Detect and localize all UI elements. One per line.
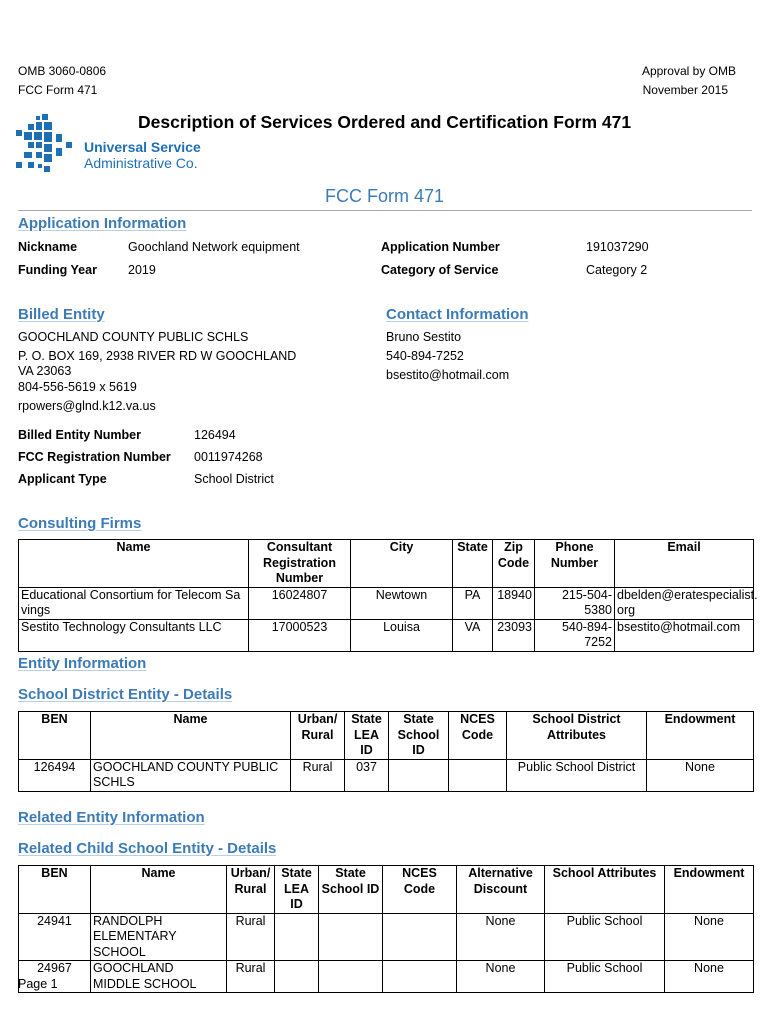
table-header-row <box>19 540 754 588</box>
contact-name: Bruno Sestito <box>386 330 462 344</box>
column-header: Name <box>91 712 291 760</box>
form-title: FCC Form 471 <box>325 186 445 206</box>
column-header: State School ID <box>319 866 383 914</box>
table-cell: None <box>665 913 754 961</box>
column-header: Endowment <box>665 866 754 914</box>
table-cell: GOOCHLAND COUNTY PUBLIC SCHLS <box>91 759 291 791</box>
table-cell: 16024807 <box>249 587 351 619</box>
table-cell: None <box>457 913 545 961</box>
form-number: FCC Form 471 <box>18 83 98 97</box>
table-header-row <box>19 712 754 760</box>
table-cell: 23093 <box>493 619 535 651</box>
table-cell: 215-504-5380 <box>535 587 615 619</box>
related-child-school-heading: Related Child School Entity - Details <box>18 840 277 857</box>
logo-line-1: Universal Service <box>84 139 201 155</box>
contact-info-heading: Contact Information <box>386 306 529 323</box>
page-title: Description of Services Ordered and Certification Form 471 <box>138 112 632 132</box>
column-header: NCES Code <box>383 866 457 914</box>
contact-email: bsestito@hotmail.com <box>386 368 510 382</box>
table-cell: 24967 <box>19 961 91 993</box>
table-cell: Rural <box>227 913 275 961</box>
approval-date: November 2015 <box>642 83 728 97</box>
application-number-label: Application Number <box>381 240 500 254</box>
table-cell <box>319 913 383 961</box>
column-header: Urban/ Rural <box>291 712 345 760</box>
consulting-firms-table <box>18 539 758 652</box>
table-cell: 17000523 <box>249 619 351 651</box>
billed-entity-number-label: Billed Entity Number <box>18 428 141 442</box>
table-cell <box>383 913 457 961</box>
funding-year-value: 2019 <box>128 263 156 277</box>
usac-logo-icon <box>14 112 88 178</box>
table-row <box>19 961 754 993</box>
table-cell: RANDOLPH ELEMENTARY SCHOOL <box>91 913 227 961</box>
table-row <box>19 913 754 961</box>
column-header: BEN <box>19 712 91 760</box>
category-value: Category 2 <box>586 263 648 277</box>
billed-entity-name: GOOCHLAND COUNTY PUBLIC SCHLS <box>18 330 249 344</box>
table-row <box>19 759 754 791</box>
table-row <box>19 587 754 619</box>
table-cell: Rural <box>227 961 275 993</box>
column-header: Phone Number <box>535 540 615 588</box>
entity-info-heading: Entity Information <box>18 655 147 672</box>
application-number-value: 191037290 <box>586 240 649 254</box>
billed-entity-email: rpowers@glnd.k12.va.us <box>18 399 156 413</box>
billed-entity-phone: 804-556-5619 x 5619 <box>18 380 137 394</box>
column-header: State <box>453 540 493 588</box>
table-cell <box>449 759 507 791</box>
table-cell <box>389 759 449 791</box>
table-cell: 18940 <box>493 587 535 619</box>
column-header: NCES Code <box>449 712 507 760</box>
table-cell <box>275 913 319 961</box>
fcc-registration-value: 0011974268 <box>194 450 263 464</box>
usac-logo <box>14 112 210 178</box>
fcc-registration-label: FCC Registration Number <box>18 450 171 464</box>
column-header: City <box>351 540 453 588</box>
column-header: Name <box>91 866 227 914</box>
column-header: School Attributes <box>545 866 665 914</box>
column-header: State School ID <box>389 712 449 760</box>
school-district-table <box>18 711 754 792</box>
table-cell: VA <box>453 619 493 651</box>
table-cell: GOOCHLAND MIDDLE SCHOOL <box>91 961 227 993</box>
column-header: Alternative Discount <box>457 866 545 914</box>
consulting-firms-heading: Consulting Firms <box>18 515 142 532</box>
table-cell <box>275 961 319 993</box>
table-cell: Louisa <box>351 619 453 651</box>
table-cell: Educational Consortium for Telecom Sa vings <box>19 587 249 619</box>
column-header: BEN <box>19 866 91 914</box>
table-cell: None <box>457 961 545 993</box>
column-header: State LEA ID <box>345 712 389 760</box>
applicant-type-label: Applicant Type <box>18 472 107 486</box>
table-cell: bsestito@hotmail.com <box>615 619 754 651</box>
funding-year-label: Funding Year <box>18 263 97 277</box>
column-header: Zip Code <box>493 540 535 588</box>
table-cell: Public School District <box>507 759 647 791</box>
billed-entity-address-1: P. O. BOX 169, 2938 RIVER RD W GOOCHLAND <box>18 349 297 363</box>
omb-approval: Approval by OMB <box>641 64 736 78</box>
table-cell: 24941 <box>19 913 91 961</box>
table-cell: 540-894-7252 <box>535 619 615 651</box>
billed-entity-address-2: VA 23063 <box>18 364 72 378</box>
column-header: Urban/ Rural <box>227 866 275 914</box>
table-cell <box>383 961 457 993</box>
table-header-row <box>19 866 754 914</box>
table-cell: 037 <box>345 759 389 791</box>
category-label: Category of Service <box>381 263 499 277</box>
contact-phone: 540-894-7252 <box>386 349 464 363</box>
billed-entity-heading: Billed Entity <box>18 306 105 323</box>
application-info-heading: Application Information <box>18 215 187 232</box>
table-cell: Sestito Technology Consultants LLC <box>19 619 249 651</box>
table-cell: Rural <box>291 759 345 791</box>
related-entity-heading: Related Entity Information <box>18 809 205 826</box>
table-row <box>19 619 754 651</box>
nickname-value: Goochland Network equipment <box>128 240 300 254</box>
page-number: Page 1 <box>18 977 58 991</box>
column-header: State LEA ID <box>275 866 319 914</box>
related-schools-table <box>18 865 754 993</box>
table-cell: Public School <box>545 961 665 993</box>
table-cell: None <box>665 961 754 993</box>
table-cell: Public School <box>545 913 665 961</box>
applicant-type-value: School District <box>194 472 274 486</box>
table-cell: PA <box>453 587 493 619</box>
nickname-label: Nickname <box>18 240 78 254</box>
table-cell: Newtown <box>351 587 453 619</box>
column-header: Consultant Registration Number <box>249 540 351 588</box>
table-cell: 126494 <box>19 759 91 791</box>
logo-line-2: Administrative Co. <box>84 155 198 171</box>
title-divider <box>18 210 752 211</box>
billed-entity-number-value: 126494 <box>194 428 236 442</box>
column-header: Email <box>615 540 754 588</box>
table-cell: None <box>647 759 754 791</box>
column-header: School District Attributes <box>507 712 647 760</box>
omb-number: OMB 3060-0806 <box>18 64 107 78</box>
column-header: Endowment <box>647 712 754 760</box>
table-cell: dbelden@eratespecialist. org <box>615 587 754 619</box>
table-cell <box>319 961 383 993</box>
school-district-details-heading: School District Entity - Details <box>18 686 233 703</box>
column-header: Name <box>19 540 249 588</box>
